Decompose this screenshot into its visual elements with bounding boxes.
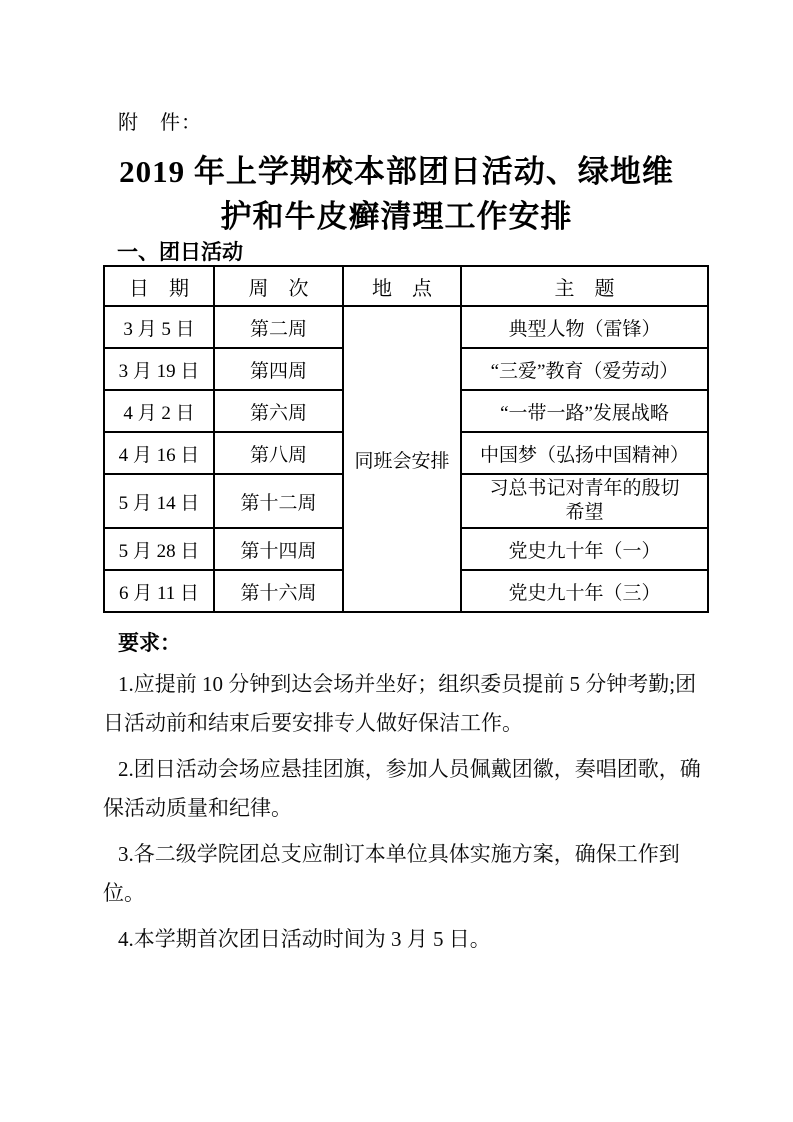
document-title-line1: 2019 年上学期校本部团日活动、绿地维 bbox=[119, 154, 674, 189]
cell-theme: 党史九十年（三） bbox=[461, 570, 708, 612]
cell-theme bbox=[461, 474, 708, 528]
attachment-label: 附 件： bbox=[118, 112, 202, 134]
requirements-section bbox=[103, 627, 717, 966]
cell-theme: 党史九十年（一） bbox=[461, 528, 708, 570]
cell-date: 5 月 14 日 bbox=[104, 474, 214, 528]
cell-theme: “三爱”教育（爱劳动） bbox=[461, 348, 708, 390]
table-header-row bbox=[104, 266, 708, 306]
document-title-line2: 护和牛皮癣清理工作安排 bbox=[220, 199, 573, 234]
cell-theme: 典型人物（雷锋） bbox=[461, 306, 708, 348]
requirement-item-3: 3.各二级学院团总支应制订本单位具体实施方案，确保工作到位。 bbox=[103, 842, 680, 905]
cell-theme-text: 习总书记对青年的殷切希望 bbox=[489, 478, 680, 523]
cell-theme: “一带一路”发展战略 bbox=[461, 390, 708, 432]
requirement-item-2: 2.团日活动会场应悬挂团旗，参加人员佩戴团徽，奏唱团歌，确保活动质量和纪律。 bbox=[103, 757, 701, 820]
cell-date: 3 月 19 日 bbox=[104, 348, 214, 390]
cell-week: 第十二周 bbox=[214, 474, 343, 528]
cell-theme: 中国梦（弘扬中国精神） bbox=[461, 432, 708, 474]
requirement-item-4: 4.本学期首次团日活动时间为 3 月 5 日。 bbox=[118, 927, 491, 951]
requirements-heading: 要求： bbox=[118, 631, 181, 655]
cell-date: 6 月 11 日 bbox=[104, 570, 214, 612]
location-merged-cell: 同班会安排 bbox=[343, 306, 461, 612]
header-theme: 主 题 bbox=[461, 266, 708, 306]
table-row bbox=[104, 306, 708, 348]
cell-date: 4 月 2 日 bbox=[104, 390, 214, 432]
document-title bbox=[0, 149, 793, 239]
cell-date: 3 月 5 日 bbox=[104, 306, 214, 348]
cell-date: 4 月 16 日 bbox=[104, 432, 214, 474]
cell-week: 第十四周 bbox=[214, 528, 343, 570]
cell-week: 第二周 bbox=[214, 306, 343, 348]
header-location: 地 点 bbox=[343, 266, 461, 306]
header-week: 周 次 bbox=[214, 266, 343, 306]
cell-week: 第十六周 bbox=[214, 570, 343, 612]
cell-week: 第六周 bbox=[214, 390, 343, 432]
header-date: 日 期 bbox=[104, 266, 214, 306]
cell-week: 第四周 bbox=[214, 348, 343, 390]
requirement-item-1: 1.应提前 10 分钟到达会场并坐好；组织委员提前 5 分钟考勤;团日活动前和结束后要安排专人做好保洁工作。 bbox=[103, 672, 697, 735]
section-heading: 一、团日活动 bbox=[117, 240, 243, 264]
cell-week: 第八周 bbox=[214, 432, 343, 474]
cell-date: 5 月 28 日 bbox=[104, 528, 214, 570]
schedule-table bbox=[103, 265, 709, 613]
